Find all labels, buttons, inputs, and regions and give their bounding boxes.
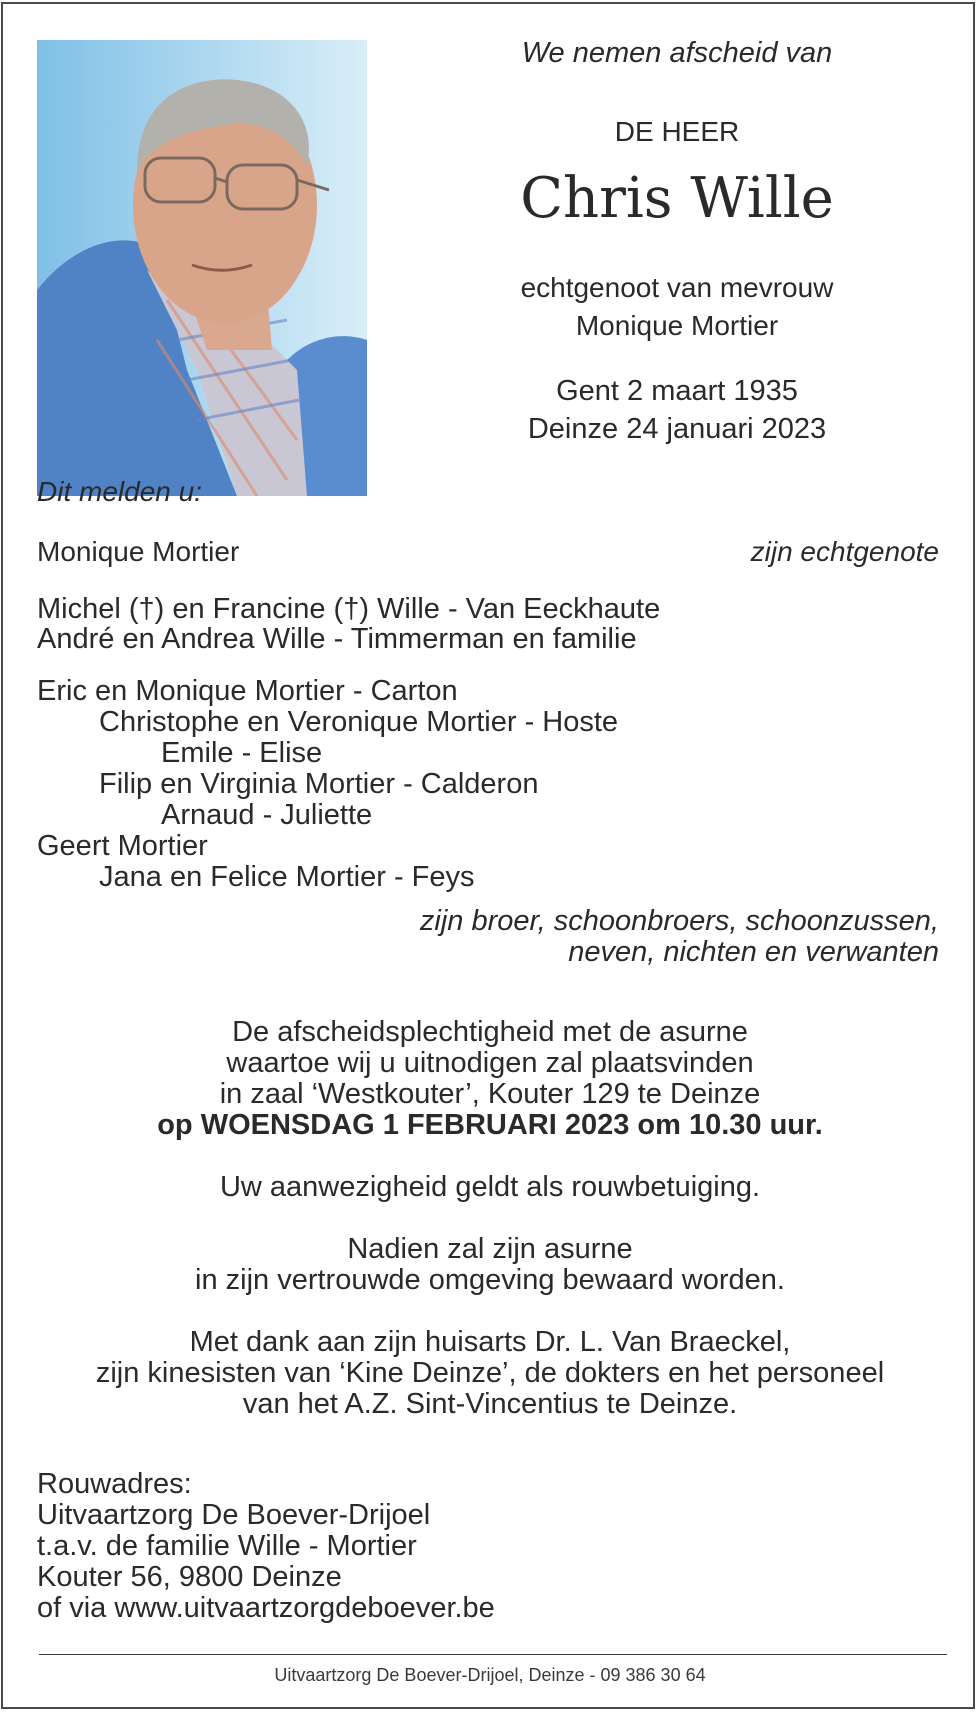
thanks-line: zijn kinesisten van ‘Kine Deinze’, de dokters en het personeel xyxy=(95,1357,885,1389)
portrait-illustration xyxy=(37,40,367,496)
ceremony-line: De afscheidsplechtigheid met de asurne xyxy=(232,1016,748,1048)
website-line: of via www.uitvaartzorgdeboever.be xyxy=(37,1592,495,1624)
spouse-intro: echtgenoot van mevrouw xyxy=(520,272,834,303)
address-label: Rouwadres: xyxy=(37,1468,192,1500)
address-line: Kouter 56, 9800 Deinze xyxy=(37,1561,342,1593)
address-line: Uitvaartzorg De Boever-Drijoel xyxy=(37,1499,431,1531)
ceremony-venue: in zaal ‘Westkouter’, Kouter 129 te Deinze xyxy=(219,1078,761,1110)
family-line: André en Andrea Wille - Timmerman en familie xyxy=(37,623,637,655)
urn-line: in zijn vertrouwde omgeving bewaard worden. xyxy=(195,1264,785,1296)
family-line: Arnaud - Juliette xyxy=(161,799,373,831)
urn-line: Nadien zal zijn asurne xyxy=(347,1233,633,1265)
family-line: Christophe en Veronique Mortier - Hoste xyxy=(99,706,619,738)
thanks-line: Met dank aan zijn huisarts Dr. L. Van Braeckel, xyxy=(189,1326,791,1358)
family-role: zijn broer, schoonbroers, schoonzussen, xyxy=(419,905,939,937)
announce-label: Dit melden u: xyxy=(37,476,202,507)
family-line: Eric en Monique Mortier - Carton xyxy=(37,675,458,707)
family-role: neven, nichten en verwanten xyxy=(568,936,939,968)
obituary-card xyxy=(1,2,975,1709)
birth-line: Gent 2 maart 1935 xyxy=(556,375,798,407)
family-line: Emile - Elise xyxy=(161,737,323,769)
footer-text: Uitvaartzorg De Boever-Drijoel, Deinze - 09 386 30 64 xyxy=(274,1665,706,1685)
thanks-line: van het A.Z. Sint-Vincentius te Deinze. xyxy=(242,1388,738,1420)
family-line: Michel (†) en Francine (†) Wille - Van Eeckhaute xyxy=(37,593,661,625)
footer-divider xyxy=(39,1654,947,1655)
family-line: Jana en Felice Mortier - Feys xyxy=(99,861,475,893)
spouse-role: zijn echtgenote xyxy=(750,536,939,567)
ceremony-line: waartoe wij u uitnodigen zal plaatsvinden xyxy=(226,1047,754,1079)
death-line: Deinze 24 januari 2023 xyxy=(527,413,827,445)
portrait-photo xyxy=(37,40,367,496)
family-line: Geert Mortier xyxy=(37,830,208,862)
spouse-name: Monique Mortier xyxy=(575,310,779,341)
deceased-name: Chris Wille xyxy=(520,166,834,231)
spouse-listed-name: Monique Mortier xyxy=(37,536,240,567)
family-line: Filip en Virginia Mortier - Calderon xyxy=(99,768,539,800)
ceremony-datetime: op WOENSDAG 1 FEBRUARI 2023 om 10.30 uur. xyxy=(157,1109,823,1141)
honorific-title: DE HEER xyxy=(614,116,740,147)
intro-text: We nemen afscheid van xyxy=(521,37,833,69)
condolence-notice: Uw aanwezigheid geldt als rouwbetuiging. xyxy=(219,1171,761,1203)
address-line: t.a.v. de familie Wille - Mortier xyxy=(37,1530,417,1562)
